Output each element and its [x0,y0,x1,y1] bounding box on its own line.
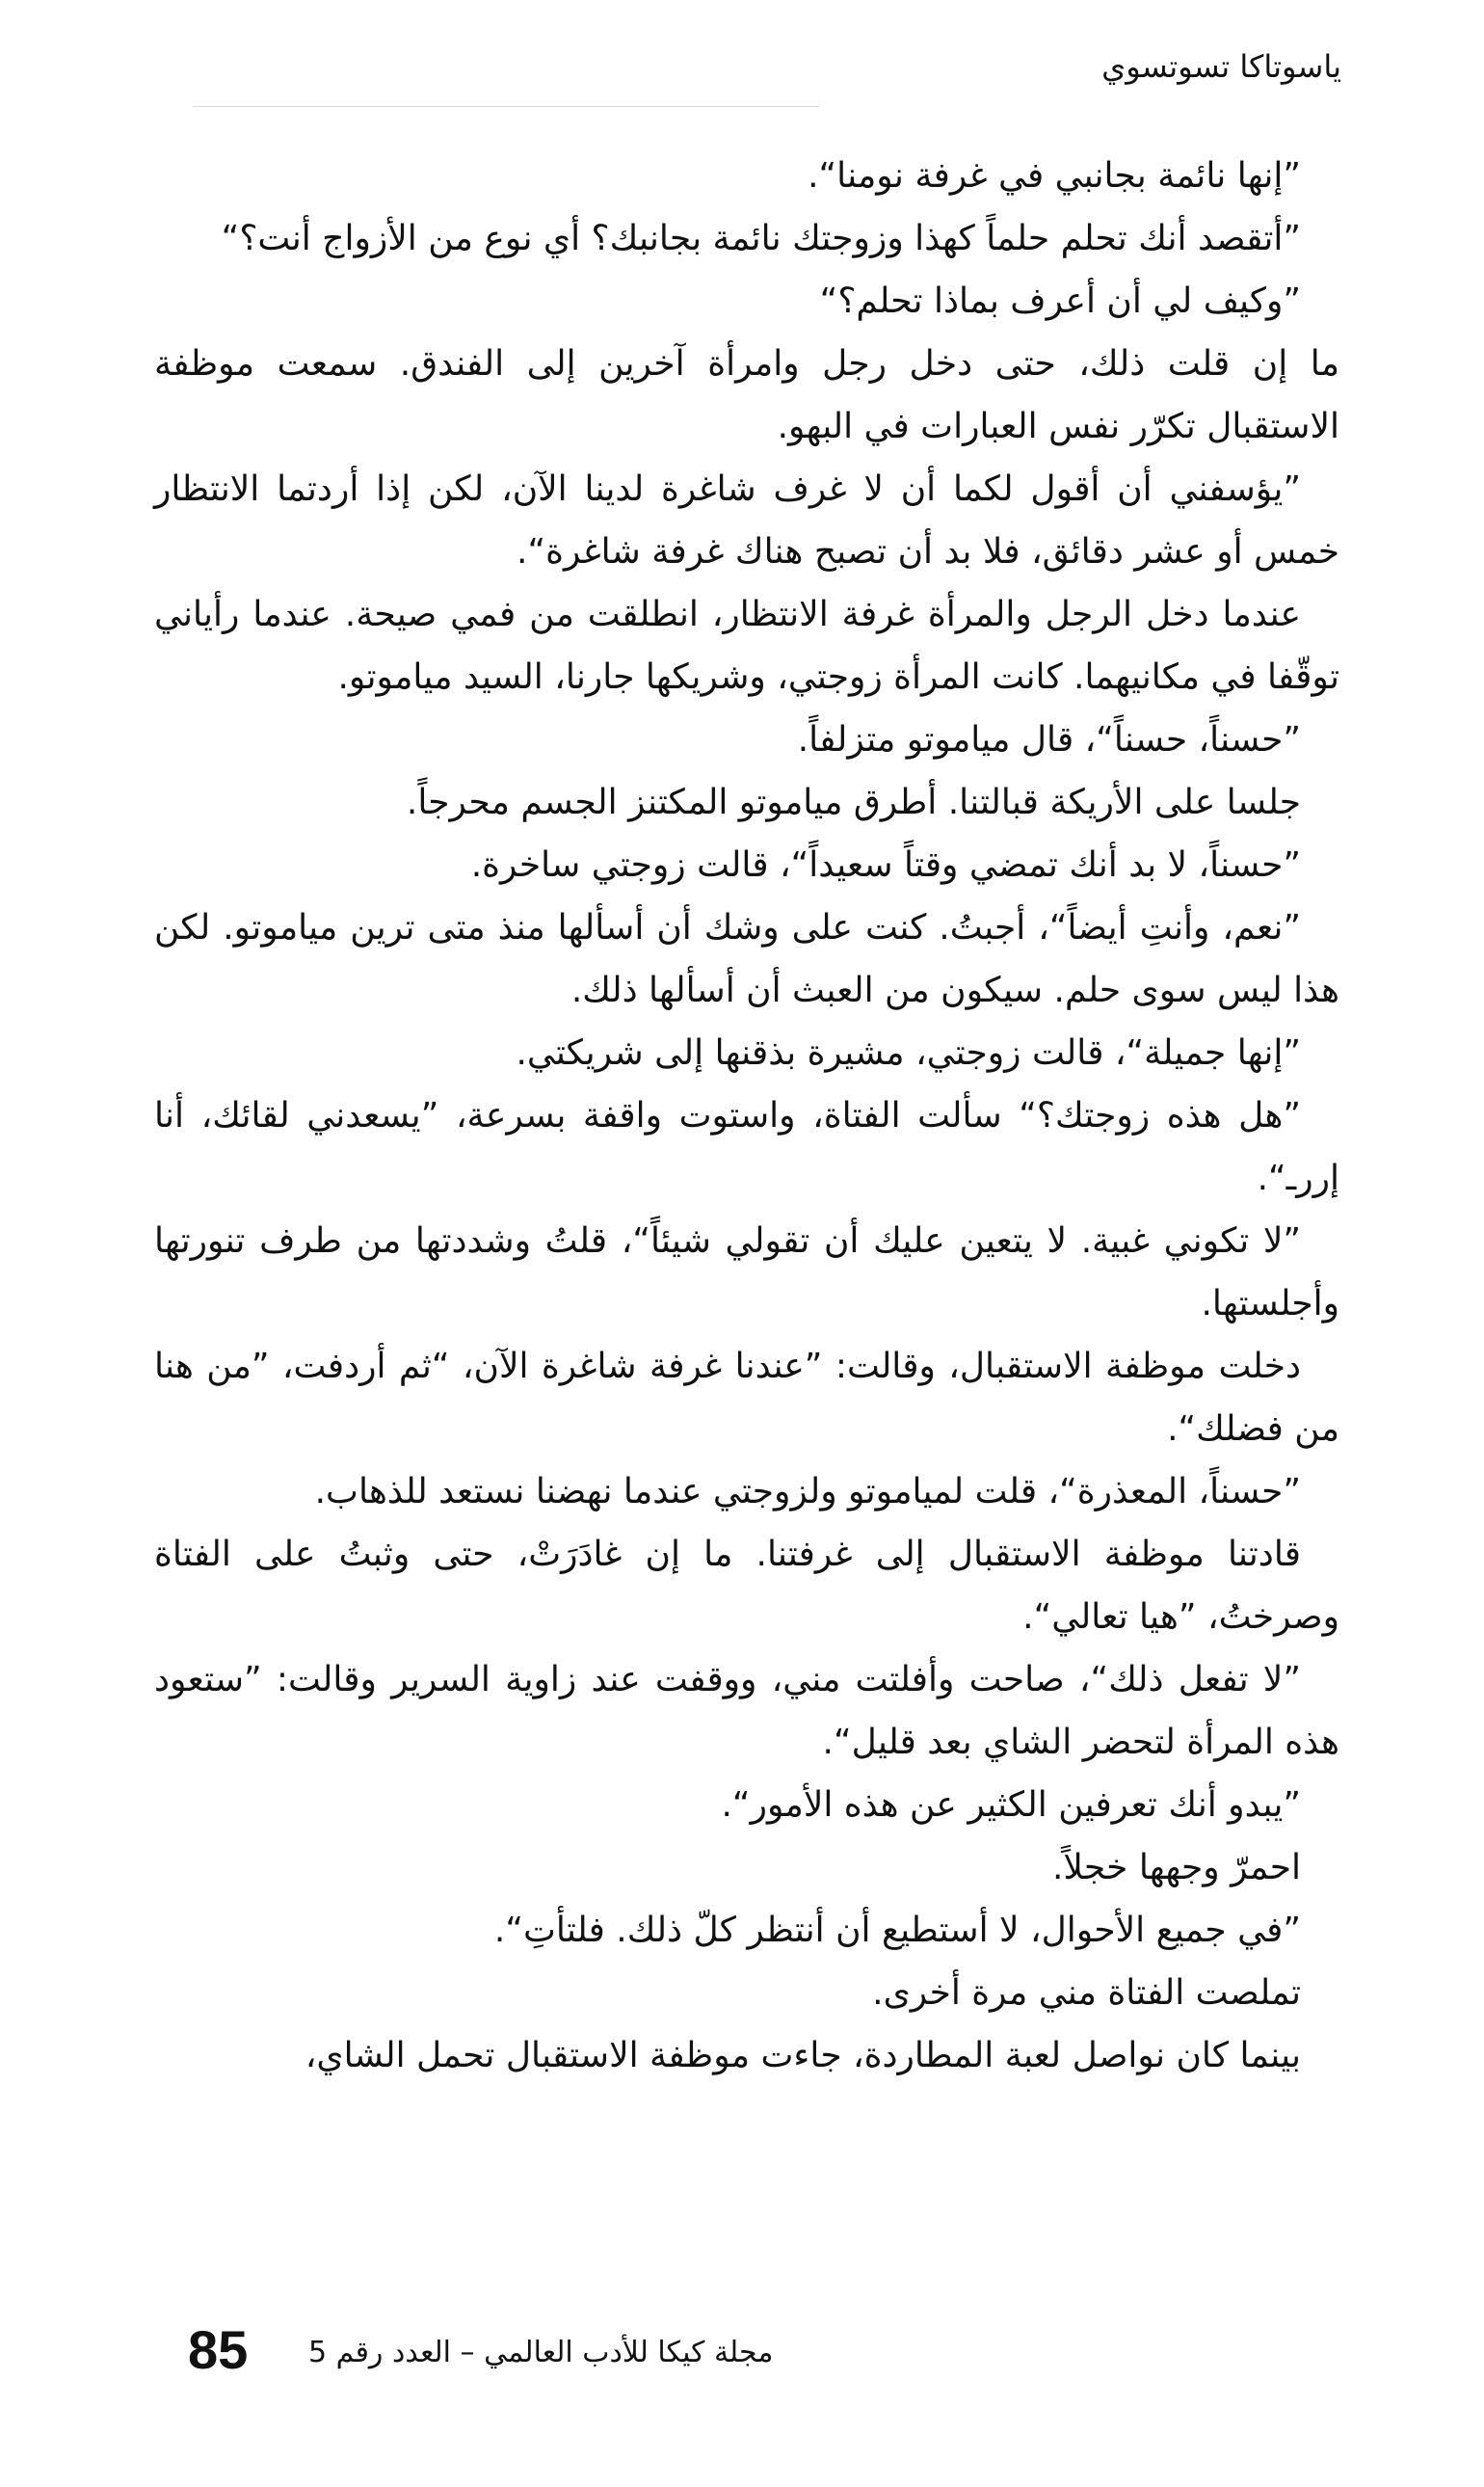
paragraph: ”يبدو أنك تعرفين الكثير عن هذه الأمور“. [721,1785,1301,1825]
running-header-author: ياسوتاكا تسوتسوي [1101,48,1341,85]
paragraph: تملصت الفتاة مني مرة أخرى. [872,1973,1301,2013]
paragraph: ”نعم، وأنتِ أيضاً“، أجبتُ. كنت على وشك أن أسألها منذ متى ترين مياموتو. لكن هذا ليس سوى حلم. سيكون من العبث أن أسألها ذلك. [154,908,1339,1010]
paragraph: ”وكيف لي أن أعرف بماذا تحلم؟“ [819,281,1301,321]
paragraph: ”هل هذه زوجتك؟“ سألت الفتاة، واستوت واقفة بسرعة، ”يسعدني لقائك، أنا إررـ“. [154,1096,1339,1198]
paragraph: ”إنها جميلة“، قالت زوجتي، مشيرة بذقنها إلى شريكتي. [516,1033,1301,1073]
paragraph: ”يؤسفني أن أقول لكما أن لا غرف شاغرة لدينا الآن، لكن إذا أردتما الانتظار خمس أو عشر دقائق، فلا بد أن تصبح هناك غرفة شاغرة“. [154,469,1339,572]
paragraph: ”لا تفعل ذلك“، صاحت وأفلتت مني، ووقفت عند زاوية السرير وقالت: ”ستعود هذه المرأة لتحضر الشاي بعد قليل“. [154,1660,1339,1762]
paragraph: ”حسناً، لا بد أنك تمضي وقتاً سعيداً“، قالت زوجتي ساخرة. [470,845,1301,885]
paragraph: احمرّ وجهها خجلاً. [1051,1848,1301,1887]
paragraph: ”في جميع الأحوال، لا أستطيع أن أنتظر كلّ ذلك. فلتأتِ“. [493,1911,1301,1950]
paragraph: بينما كان نواصل لعبة المطاردة، جاءت موظفة الاستقبال تحمل الشاي، [305,2036,1301,2075]
paragraph: ”لا تكوني غبية. لا يتعين عليك أن تقولي شيئاً“، قلتُ وشددتها من طرف تنورتها وأجلستها. [154,1221,1339,1324]
paragraph: ”إنها نائمة بجانبي في غرفة نومنا“. [808,156,1301,196]
paragraph: عندما دخل الرجل والمرأة غرفة الانتظار، انطلقت من فمي صيحة. عندما رأياني توقّفا في مكانيهما. كانت المرأة زوجتي، وشريكها جارنا، السيد مياموتو. [154,595,1339,697]
paragraph: جلسا على الأريكة قبالتنا. أطرق مياموتو المكتنز الجسم محرجاً. [406,783,1301,822]
paragraph: قادتنا موظفة الاستقبال إلى غرفتنا. ما إن غادَرَتْ، حتى وثبتُ على الفتاة وصرختُ، ”هيا تعالي“. [154,1535,1339,1637]
story-body-text [154,145,1339,2087]
page-footer [0,2318,1484,2386]
page-number: 85 [188,2319,249,2380]
header-divider [193,106,819,107]
footer-journal-title: مجلة كيكا للأدب العالمي – العدد رقم 5 [308,2336,774,2369]
paragraph: ”حسناً، حسناً“، قال مياموتو متزلفاً. [797,720,1301,760]
paragraph: ”أتقصد أنك تحلم حلماً كهذا وزوجتك نائمة بجانبك؟ أي نوع من الأزواج أنت؟“ [221,219,1301,258]
paragraph: ”حسناً، المعذرة“، قلت لمياموتو ولزوجتي عندما نهضنا نستعد للذهاب. [314,1472,1301,1511]
paragraph: دخلت موظفة الاستقبال، وقالت: ”عندنا غرفة شاغرة الآن، “ثم أردفت، ”من هنا من فضلك“. [154,1347,1339,1449]
paragraph: ما إن قلت ذلك، حتى دخل رجل وامرأة آخرين إلى الفندق. سمعت موظفة الاستقبال تكرّر نفس العبارات في البهو. [154,344,1339,446]
